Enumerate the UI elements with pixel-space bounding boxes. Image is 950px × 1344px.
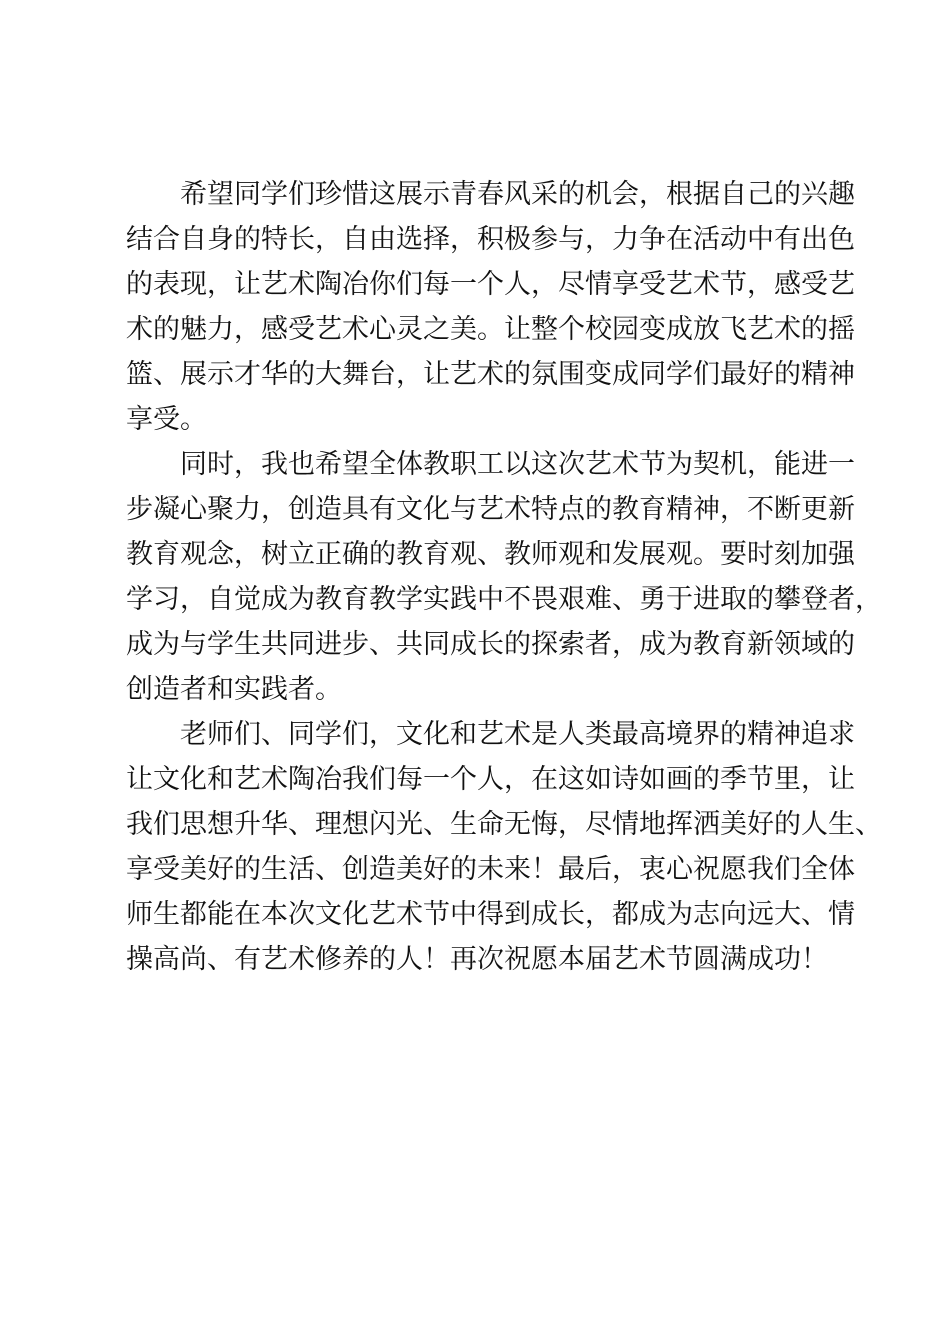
paragraph-line: 教育观念，树立正确的教育观、教师观和发展观。要时刻加强 — [126, 539, 855, 570]
paragraph-line: 成为与学生共同进步、共同成长的探索者，成为教育新领域的 — [126, 629, 855, 660]
paragraph-line: 享受美好的生活、创造美好的未来！最后，衷心祝愿我们全体 — [126, 854, 855, 885]
paragraph-line: 师生都能在本次文化艺术节中得到成长，都成为志向远大、情 — [126, 899, 855, 930]
paragraph-line: 篮、展示才华的大舞台，让艺术的氛围变成同学们最好的精神 — [126, 359, 855, 390]
paragraph-line: 操高尚、有艺术修养的人！再次祝愿本届艺术节圆满成功！ — [126, 944, 828, 975]
paragraph-line: 希望同学们珍惜这展示青春风采的机会，根据自己的兴趣 — [180, 179, 855, 210]
document-body — [126, 172, 882, 982]
paragraph-line: 让文化和艺术陶冶我们每一个人，在这如诗如画的季节里，让 — [126, 764, 855, 795]
paragraph-line: 我们思想升华、理想闪光、生命无悔，尽情地挥洒美好的人生、 — [126, 809, 882, 840]
paragraph-line: 步凝心聚力，创造具有文化与艺术特点的教育精神，不断更新 — [126, 494, 855, 525]
paragraph-line: 同时，我也希望全体教职工以这次艺术节为契机，能进一 — [180, 449, 855, 480]
paragraph-line: 的表现，让艺术陶冶你们每一个人，尽情享受艺术节，感受艺 — [126, 269, 855, 300]
paragraph-line: 创造者和实践者。 — [126, 674, 342, 705]
paragraph-line: 享受。 — [126, 404, 207, 435]
paragraph-line: 学习，自觉成为教育教学实践中不畏艰难、勇于进取的攀登者， — [126, 584, 882, 615]
paragraph-3 — [126, 712, 882, 982]
paragraph-2 — [126, 442, 882, 712]
paragraph-line: 结合自身的特长，自由选择，积极参与，力争在活动中有出色 — [126, 224, 855, 255]
paragraph-line: 老师们、同学们，文化和艺术是人类最高境界的精神追求 — [180, 719, 855, 750]
paragraph-1 — [126, 172, 856, 442]
paragraph-line: 术的魅力，感受艺术心灵之美。让整个校园变成放飞艺术的摇 — [126, 314, 855, 345]
